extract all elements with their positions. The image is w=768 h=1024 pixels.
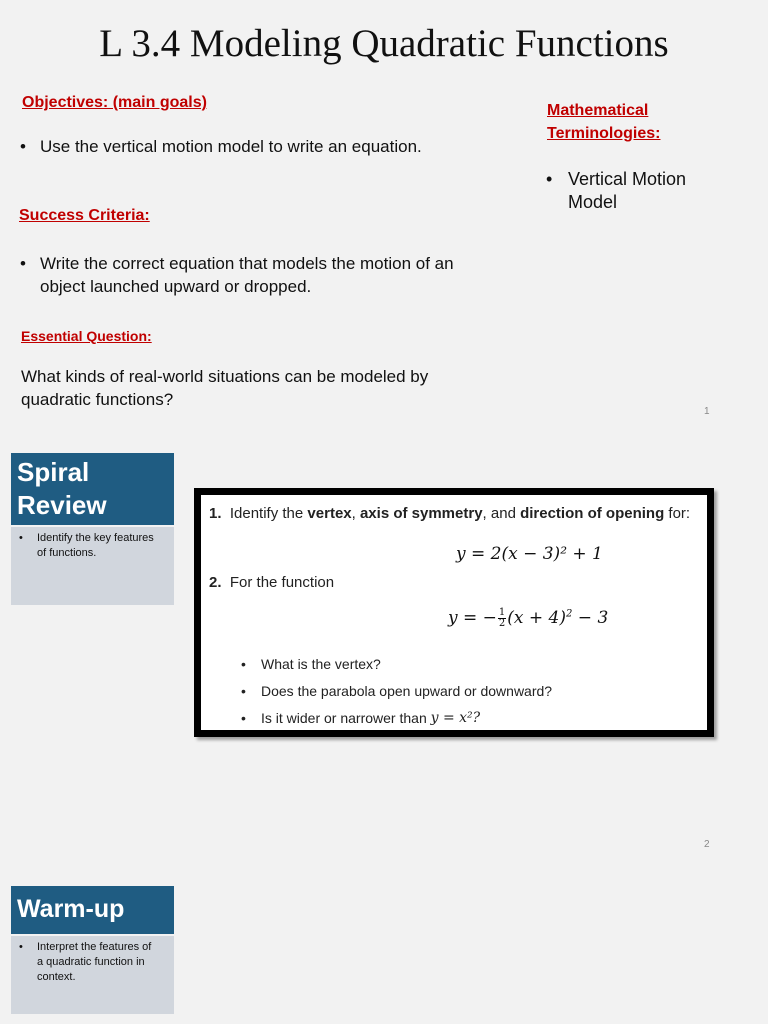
problem-2-number: 2. <box>209 574 222 591</box>
terminology-line-2: Model <box>568 192 618 212</box>
problem-1-text-b: , <box>351 505 360 522</box>
terminology-heading <box>547 99 661 145</box>
spiral-review-bullet-line-1: Identify the key features <box>37 532 154 544</box>
question-3-text: Is it wider or narrower than <box>261 710 431 726</box>
lesson-title: L 3.4 Modeling Quadratic Functions <box>99 22 669 65</box>
essential-question-text <box>21 365 541 411</box>
spiral-review-bullet-text <box>37 531 154 561</box>
problem-1-text-c: , and <box>482 505 521 522</box>
success-criteria-line-1: Write the correct equation that models the motion of an <box>40 254 454 273</box>
bullet-icon: • <box>241 656 246 672</box>
objective-item <box>20 135 490 158</box>
warm-up-box <box>11 886 174 934</box>
bullet-icon: • <box>19 941 23 953</box>
bullet-icon: • <box>241 710 246 726</box>
essential-question-heading: Essential Question: <box>21 328 152 344</box>
problem-2 <box>209 574 334 591</box>
warm-up-bullet-line-3: context. <box>37 971 76 983</box>
problem-1-text-d: for: <box>664 505 691 522</box>
question-1-text: What is the vertex? <box>261 656 381 672</box>
terminology-heading-line-1: Mathematical <box>547 102 649 119</box>
spiral-review-box <box>11 453 174 525</box>
problem-1-equation: y = 2(x − 3)² + 1 <box>456 544 603 564</box>
objectives-heading: Objectives: (main goals) <box>22 94 207 111</box>
bullet-icon: • <box>20 137 26 156</box>
bullet-icon: • <box>546 169 553 189</box>
one-half-fraction: $\frac{1}{2}$ <box>498 607 506 629</box>
problem-2-question-3 <box>241 709 480 727</box>
objective-text: Use the vertical motion model to write an equation. <box>40 137 422 156</box>
problem-2-equation: y = − $\frac{1}{2}$ $(x + 4)^2 - 3$ <box>448 607 609 629</box>
success-criteria-heading: Success Criteria: <box>19 207 150 224</box>
warm-up-bullet-line-2: a quadratic function in <box>37 956 145 968</box>
problem-1 <box>209 505 690 522</box>
warm-up-title: Warm-up <box>17 895 125 923</box>
spiral-review-description <box>11 527 174 605</box>
problem-2-question-1 <box>241 655 381 673</box>
problem-1-number: 1. <box>209 505 222 522</box>
bullet-icon: • <box>19 532 23 544</box>
problem-2-text: For the function <box>229 574 335 591</box>
success-criteria-text <box>40 252 454 298</box>
terminology-item <box>546 168 746 214</box>
problem-2-question-2 <box>241 682 552 700</box>
essential-question-line-1: What kinds of real-world situations can be modeled by <box>21 367 429 386</box>
page-number: 1 <box>704 406 710 417</box>
terminology-heading-line-2: Terminologies: <box>547 125 661 142</box>
question-3-math: y = x²? <box>430 710 481 726</box>
spiral-review-bullet-line-2: of functions. <box>37 547 97 559</box>
problem-1-text-a: Identify the <box>229 505 308 522</box>
warm-up-description <box>11 936 174 1014</box>
essential-question-line-2: quadratic functions? <box>21 390 174 409</box>
question-2-text: Does the parabola open upward or downward? <box>261 683 553 699</box>
problem-card <box>194 488 714 737</box>
spiral-review-title-line-2: Review <box>17 490 107 520</box>
bullet-icon: • <box>241 683 246 699</box>
spiral-review-title-line-1: Spiral <box>17 457 90 487</box>
success-criteria-item <box>20 252 540 298</box>
problem-1-bold-direction: direction of opening <box>520 505 665 522</box>
warm-up-bullet-text <box>37 940 151 985</box>
success-criteria-line-2: object launched upward or dropped. <box>40 277 312 296</box>
terminology-line-1: Vertical Motion <box>568 169 687 189</box>
bullet-icon: • <box>20 254 26 273</box>
page-number: 2 <box>704 839 710 850</box>
problem-1-bold-vertex: vertex <box>307 505 352 522</box>
terminology-text <box>568 168 686 214</box>
warm-up-bullet-line-1: Interpret the features of <box>37 941 152 953</box>
problem-1-bold-axis: axis of symmetry <box>359 505 483 522</box>
